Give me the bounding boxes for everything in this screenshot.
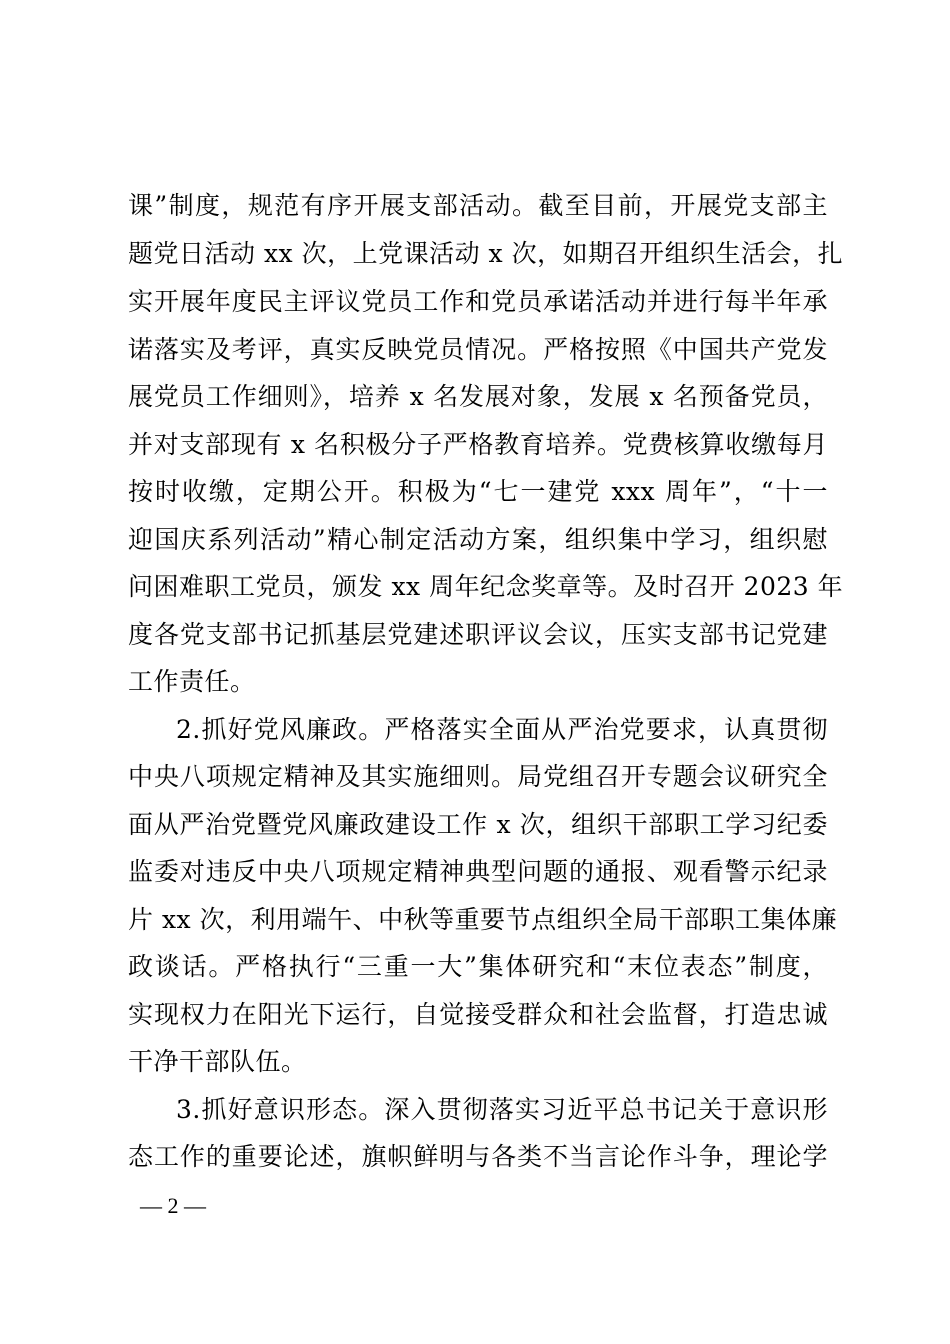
body-text-line: 诺落实及考评，真实反映党员情况。严格按照《中国共产党发 xyxy=(128,335,828,364)
body-text-line: 问困难职工党员，颁发 xx 周年纪念奖章等。及时召开 2023 年 xyxy=(128,572,844,601)
section-heading-line: 3.抓好意识形态。深入贯彻落实习近平总书记关于意识形 xyxy=(176,1095,828,1124)
body-text-line: 按时收缴，定期公开。积极为“七一建党 xxx 周年”，“十一 xyxy=(128,477,828,506)
body-text-line: 干净干部队伍。 xyxy=(128,1047,307,1076)
page-number: — 2 — xyxy=(140,1193,206,1218)
body-text-line: 题党日活动 xx 次，上党课活动 x 次，如期召开组织生活会，扎 xyxy=(128,239,844,268)
body-text-line: 课”制度，规范有序开展支部活动。截至目前，开展党支部主 xyxy=(128,191,828,220)
body-text-line: 面从严治党暨党风廉政建设工作 x 次，组织干部职工学习纪委 xyxy=(128,810,828,839)
body-text-line: 政谈话。严格执行“三重一大”集体研究和“末位表态”制度， xyxy=(128,952,828,981)
body-text-line: 监委对违反中央八项规定精神典型问题的通报、观看警示纪录 xyxy=(128,857,828,886)
body-text-line: 工作责任。 xyxy=(128,667,256,696)
body-text-line: 度各党支部书记抓基层党建述职评议会议，压实支部书记党建 xyxy=(128,620,828,649)
body-text-line: 实开展年度民主评议党员工作和党员承诺活动并进行每半年承 xyxy=(128,287,828,316)
body-text-line: 展党员工作细则》，培养 x 名发展对象，发展 x 名预备党员， xyxy=(128,382,828,411)
body-text-line: 实现权力在阳光下运行，自觉接受群众和社会监督，打造忠诚 xyxy=(128,1000,828,1029)
body-text-line: 中央八项规定精神及其实施细则。局党组召开专题会议研究全 xyxy=(128,762,828,791)
body-text-line: 片 xx 次，利用端午、中秋等重要节点组织全局干部职工集体廉 xyxy=(128,905,838,934)
section-heading-line: 2.抓好党风廉政。严格落实全面从严治党要求，认真贯彻 xyxy=(176,715,828,744)
body-text-line: 迎国庆系列活动”精心制定活动方案，组织集中学习，组织慰 xyxy=(128,525,828,554)
body-text-line: 态工作的重要论述，旗帜鲜明与各类不当言论作斗争，理论学 xyxy=(128,1142,828,1171)
body-text-line: 并对支部现有 x 名积极分子严格教育培养。党费核算收缴每月 xyxy=(128,430,828,459)
